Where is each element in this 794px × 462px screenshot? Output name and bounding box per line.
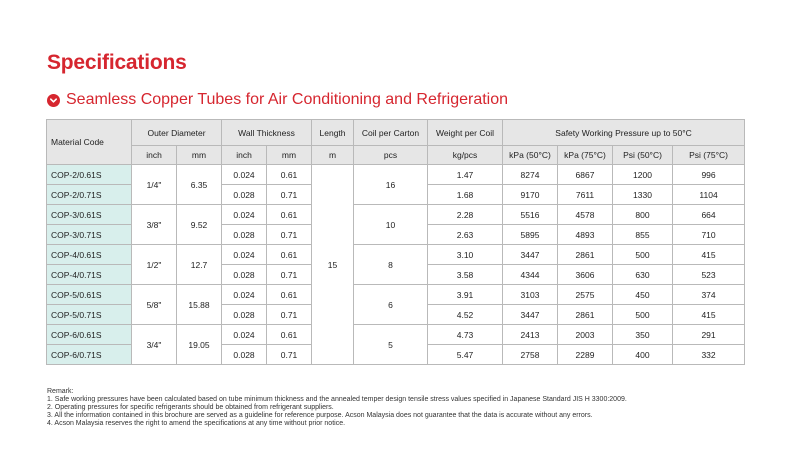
weight-cell: 4.52: [428, 305, 503, 325]
unit-weight: kg/pcs: [428, 146, 503, 165]
remark-item: 3. All the information contained in this brochure are served as a guideline for reference purpose. Acson Malaysia does not guarantee that the data is accurate without any errors.: [47, 412, 593, 419]
header-wall-thickness: Wall Thickness: [222, 120, 312, 146]
section-subtitle: [47, 91, 508, 109]
weight-cell: 3.10: [428, 245, 503, 265]
od-mm-cell: 6.35: [177, 165, 222, 205]
weight-cell: 3.91: [428, 285, 503, 305]
psi75-cell: 710: [673, 225, 745, 245]
wt-inch-cell: 0.028: [222, 225, 267, 245]
coil-cell: 8: [354, 245, 428, 285]
coil-cell: 5: [354, 325, 428, 365]
wt-mm-cell: 0.61: [267, 325, 312, 345]
header-material-code: Material Code: [47, 120, 132, 165]
header-outer-diameter: Outer Diameter: [132, 120, 222, 146]
wt-mm-cell: 0.61: [267, 165, 312, 185]
kpa50-cell: 2758: [503, 345, 558, 365]
wt-mm-cell: 0.61: [267, 205, 312, 225]
psi50-cell: 855: [613, 225, 673, 245]
table-row: [47, 165, 745, 185]
psi50-cell: 800: [613, 205, 673, 225]
kpa75-cell: 2861: [558, 305, 613, 325]
psi75-cell: 523: [673, 265, 745, 285]
page-title: Specifications: [47, 51, 187, 74]
kpa50-cell: 9170: [503, 185, 558, 205]
kpa75-cell: 2575: [558, 285, 613, 305]
material-code-cell: COP-5/0.71S: [47, 305, 132, 325]
psi75-cell: 291: [673, 325, 745, 345]
od-mm-cell: 9.52: [177, 205, 222, 245]
kpa75-cell: 2289: [558, 345, 613, 365]
psi50-cell: 500: [613, 245, 673, 265]
psi50-cell: 1200: [613, 165, 673, 185]
psi75-cell: 996: [673, 165, 745, 185]
wt-inch-cell: 0.024: [222, 325, 267, 345]
kpa50-cell: 8274: [503, 165, 558, 185]
od-inch-cell: 1/2": [132, 245, 177, 285]
unit-wt-inch: inch: [222, 146, 267, 165]
kpa75-cell: 4893: [558, 225, 613, 245]
od-mm-cell: 15.88: [177, 285, 222, 325]
kpa50-cell: 5516: [503, 205, 558, 225]
kpa75-cell: 3606: [558, 265, 613, 285]
kpa75-cell: 7611: [558, 185, 613, 205]
wt-mm-cell: 0.61: [267, 285, 312, 305]
subtitle-text: Seamless Copper Tubes for Air Conditioning and Refrigeration: [66, 91, 509, 108]
table-row: [47, 245, 745, 265]
psi75-cell: 664: [673, 205, 745, 225]
weight-cell: 4.73: [428, 325, 503, 345]
wt-inch-cell: 0.028: [222, 265, 267, 285]
header-weight-per-coil: Weight per Coil: [428, 120, 503, 146]
psi50-cell: 350: [613, 325, 673, 345]
unit-psi-50: Psi (50°C): [613, 146, 673, 165]
coil-cell: 10: [354, 205, 428, 245]
wt-inch-cell: 0.024: [222, 205, 267, 225]
psi75-cell: 415: [673, 305, 745, 325]
kpa75-cell: 6867: [558, 165, 613, 185]
od-mm-cell: 19.05: [177, 325, 222, 365]
unit-wt-mm: mm: [267, 146, 312, 165]
kpa50-cell: 4344: [503, 265, 558, 285]
wt-mm-cell: 0.61: [267, 245, 312, 265]
material-code-cell: COP-6/0.61S: [47, 325, 132, 345]
unit-kpa-50: kPa (50°C): [503, 146, 558, 165]
kpa75-cell: 2003: [558, 325, 613, 345]
od-inch-cell: 1/4": [132, 165, 177, 205]
material-code-cell: COP-4/0.71S: [47, 265, 132, 285]
weight-cell: 2.28: [428, 205, 503, 225]
wt-mm-cell: 0.71: [267, 225, 312, 245]
material-code-cell: COP-2/0.71S: [47, 185, 132, 205]
length-cell: 15: [312, 165, 354, 365]
header-coil-per-carton: Coil per Carton: [354, 120, 428, 146]
weight-cell: 1.47: [428, 165, 503, 185]
od-inch-cell: 5/8": [132, 285, 177, 325]
chevron-down-circle-icon: [47, 94, 60, 107]
unit-od-mm: mm: [177, 146, 222, 165]
weight-cell: 1.68: [428, 185, 503, 205]
od-inch-cell: 3/8": [132, 205, 177, 245]
material-code-cell: COP-4/0.61S: [47, 245, 132, 265]
od-mm-cell: 12.7: [177, 245, 222, 285]
wt-mm-cell: 0.71: [267, 345, 312, 365]
header-safety-pressure: Safety Working Pressure up to 50°C: [503, 120, 745, 146]
header-length: Length: [312, 120, 354, 146]
wt-inch-cell: 0.028: [222, 185, 267, 205]
unit-od-inch: inch: [132, 146, 177, 165]
psi50-cell: 630: [613, 265, 673, 285]
kpa50-cell: 5895: [503, 225, 558, 245]
material-code-cell: COP-3/0.61S: [47, 205, 132, 225]
wt-inch-cell: 0.024: [222, 285, 267, 305]
material-code-cell: COP-3/0.71S: [47, 225, 132, 245]
coil-cell: 16: [354, 165, 428, 205]
psi75-cell: 332: [673, 345, 745, 365]
wt-inch-cell: 0.028: [222, 305, 267, 325]
wt-mm-cell: 0.71: [267, 185, 312, 205]
psi75-cell: 374: [673, 285, 745, 305]
wt-inch-cell: 0.024: [222, 245, 267, 265]
remarks: [47, 388, 627, 428]
weight-cell: 2.63: [428, 225, 503, 245]
unit-kpa-75: kPa (75°C): [558, 146, 613, 165]
weight-cell: 3.58: [428, 265, 503, 285]
psi50-cell: 450: [613, 285, 673, 305]
kpa50-cell: 2413: [503, 325, 558, 345]
psi75-cell: 1104: [673, 185, 745, 205]
psi75-cell: 415: [673, 245, 745, 265]
unit-length: m: [312, 146, 354, 165]
wt-inch-cell: 0.024: [222, 165, 267, 185]
wt-mm-cell: 0.71: [267, 305, 312, 325]
remark-item: 1. Safe working pressures have been calculated based on tube minimum thickness and the annealed temper design tensile stress values specified in Japanese Standard JIS H 3300:2009.: [47, 396, 627, 403]
psi50-cell: 1330: [613, 185, 673, 205]
kpa50-cell: 3447: [503, 305, 558, 325]
psi50-cell: 400: [613, 345, 673, 365]
unit-psi-75: Psi (75°C): [673, 146, 745, 165]
spec-table: [46, 119, 745, 365]
material-code-cell: COP-2/0.61S: [47, 165, 132, 185]
remark-item: 2. Operating pressures for specific refrigerants should be obtained from refrigerant suppliers.: [47, 404, 334, 411]
wt-mm-cell: 0.71: [267, 265, 312, 285]
unit-coil: pcs: [354, 146, 428, 165]
weight-cell: 5.47: [428, 345, 503, 365]
material-code-cell: COP-5/0.61S: [47, 285, 132, 305]
od-inch-cell: 3/4": [132, 325, 177, 365]
psi50-cell: 500: [613, 305, 673, 325]
kpa50-cell: 3103: [503, 285, 558, 305]
kpa75-cell: 4578: [558, 205, 613, 225]
kpa75-cell: 2861: [558, 245, 613, 265]
material-code-cell: COP-6/0.71S: [47, 345, 132, 365]
coil-cell: 6: [354, 285, 428, 325]
remarks-heading: Remark:: [47, 388, 74, 395]
wt-inch-cell: 0.028: [222, 345, 267, 365]
table-row: [47, 285, 745, 305]
remark-item: 4. Acson Malaysia reserves the right to amend the specifications at any time without prior notice.: [47, 420, 346, 427]
table-row: [47, 205, 745, 225]
kpa50-cell: 3447: [503, 245, 558, 265]
table-row: [47, 325, 745, 345]
